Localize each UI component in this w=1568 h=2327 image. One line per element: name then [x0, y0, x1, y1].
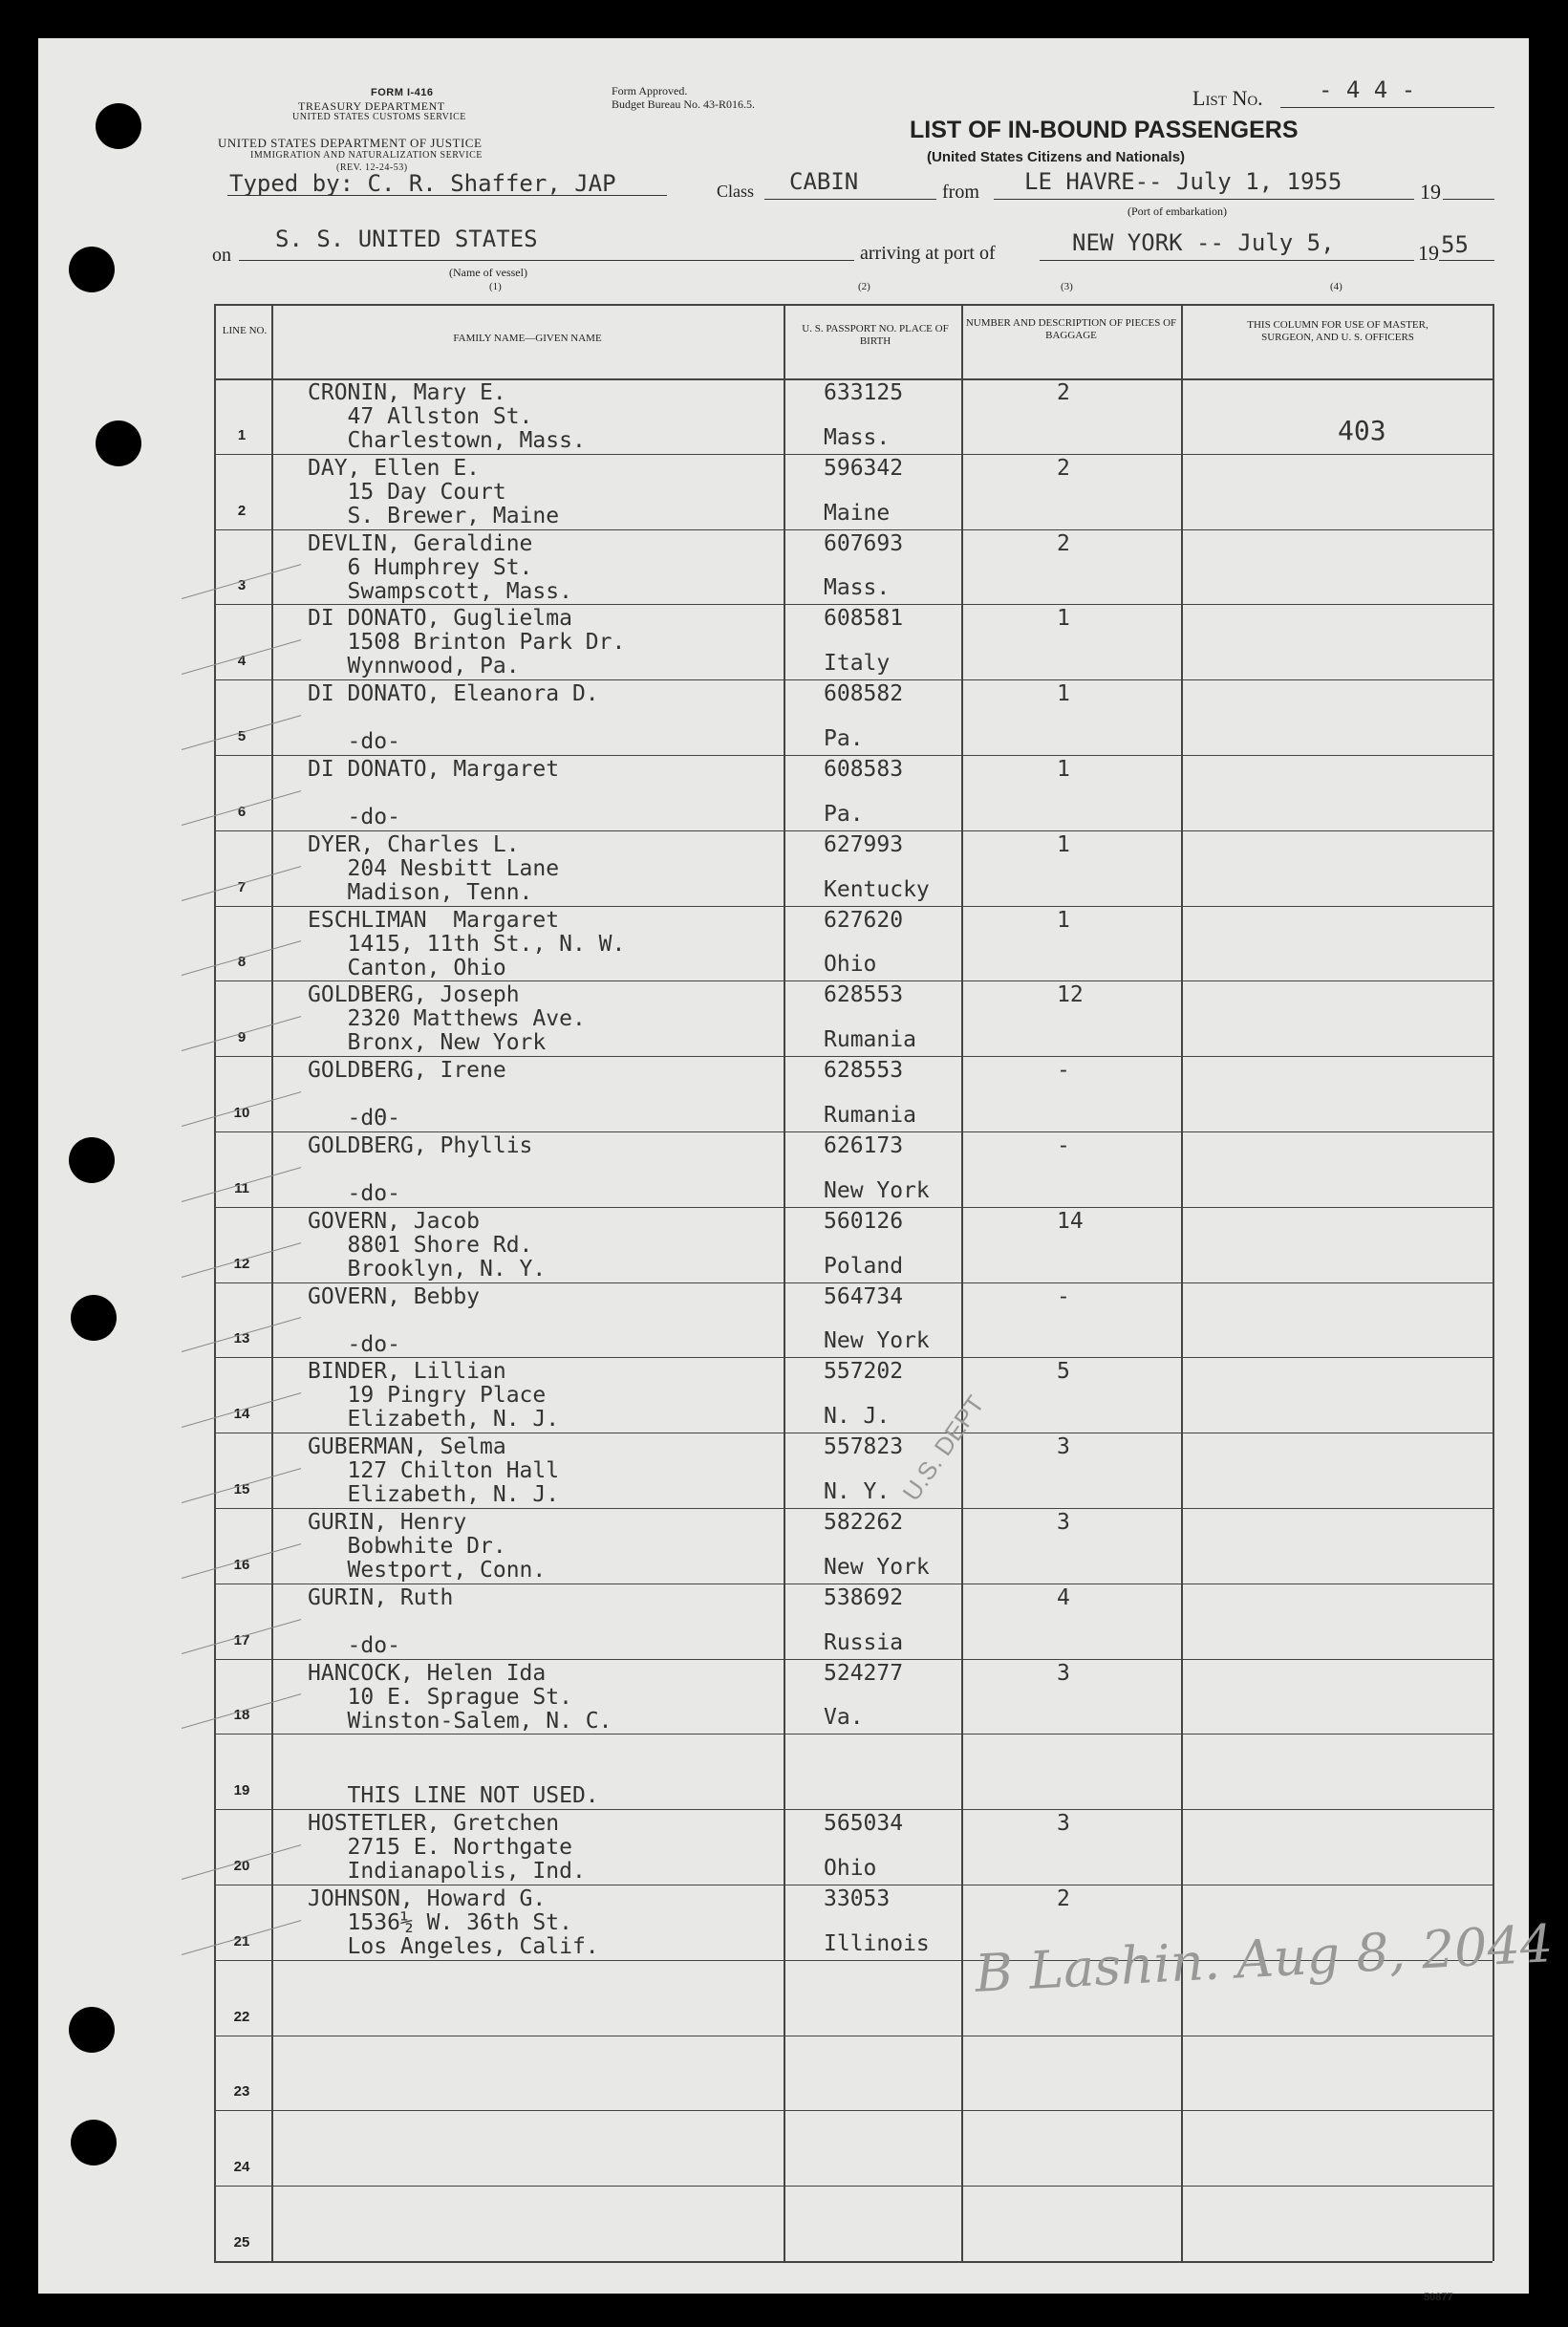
- place-of-birth: Mass.: [824, 575, 891, 601]
- baggage-count: 2: [1057, 455, 1070, 481]
- place-of-birth: Pa.: [824, 801, 864, 827]
- punch-hole: [71, 2120, 117, 2165]
- line-number: 13: [233, 1330, 250, 1347]
- passenger-name-line: 8801 Shore Rd.: [308, 1232, 533, 1258]
- passenger-name-line: Winston-Salem, N. C.: [308, 1708, 612, 1734]
- passenger-name-line: 6 Humphrey St.: [308, 554, 533, 580]
- passenger-name-line: BINDER, Lillian: [308, 1359, 506, 1385]
- baggage-count: 2: [1057, 380, 1070, 405]
- on-label: on: [212, 245, 231, 266]
- col-1-label: (1): [489, 281, 502, 292]
- baggage-count: -: [1057, 1058, 1070, 1084]
- row-divider: [214, 1809, 1493, 1810]
- place-of-birth: N. Y.: [824, 1479, 891, 1504]
- table-bottom-border: [214, 2261, 1493, 2263]
- line-number: 2: [237, 502, 247, 519]
- passenger-name-line: Wynnwood, Pa.: [308, 654, 520, 679]
- passport-number: 596342: [824, 455, 904, 481]
- typed-by: Typed by: C. R. Shaffer, JAP: [229, 170, 616, 197]
- line-number: 11: [234, 1179, 249, 1196]
- row-divider: [214, 906, 1493, 907]
- passport-number: 628553: [824, 1058, 904, 1084]
- passenger-name-line: Brooklyn, N. Y.: [308, 1256, 547, 1282]
- baggage-count: 1: [1057, 757, 1070, 782]
- place-of-birth: Pa.: [824, 726, 864, 751]
- passenger-name-line: -do-: [308, 805, 400, 830]
- place-of-birth: Russia: [824, 1629, 904, 1655]
- table-top-border: [214, 304, 1493, 306]
- punch-hole: [71, 1295, 117, 1341]
- passenger-name-line: 47 Allston St.: [308, 404, 533, 429]
- place-of-birth: Rumania: [824, 1027, 916, 1053]
- treasury-department: TREASURY DEPARTMENT: [298, 99, 445, 113]
- passenger-name-line: 1508 Brinton Park Dr.: [308, 630, 626, 656]
- row-divider: [214, 755, 1493, 756]
- place-of-birth: Kentucky: [824, 876, 930, 902]
- baggage-count: -: [1057, 1133, 1070, 1158]
- passport-number: 560126: [824, 1208, 904, 1234]
- header-line-no: LINE NO.: [222, 325, 268, 336]
- passenger-name-line: DAY, Ellen E.: [308, 455, 481, 481]
- footer-form-number: 50877: [1424, 2292, 1453, 2303]
- passenger-name-line: GURIN, Ruth: [308, 1584, 454, 1610]
- header-passport: U. S. PASSPORT NO. PLACE OF BIRTH: [802, 323, 949, 347]
- passenger-name-line: 2320 Matthews Ave.: [308, 1006, 586, 1032]
- line-number: 18: [233, 1707, 250, 1724]
- line-number: 25: [233, 2234, 250, 2251]
- line-number: 6: [237, 803, 247, 820]
- baggage-count: 1: [1057, 907, 1070, 933]
- baggage-count: 4: [1057, 1584, 1070, 1610]
- passenger-name-line: DI DONATO, Margaret: [308, 757, 560, 782]
- form-approved: Form Approved.: [612, 84, 688, 97]
- row-divider: [214, 529, 1493, 530]
- typed-by-underline: [227, 195, 667, 196]
- passport-number: 627620: [824, 907, 904, 933]
- passenger-name-line: Bobwhite Dr.: [308, 1534, 506, 1559]
- passenger-name-line: JOHNSON, Howard G.: [308, 1886, 547, 1911]
- line-number: 1: [237, 426, 247, 443]
- col-4-label: (4): [1330, 281, 1342, 292]
- class-label: Class: [717, 182, 755, 201]
- line-number: 8: [237, 954, 247, 971]
- passport-number: 524277: [824, 1660, 904, 1686]
- arriving-label: arriving at port of: [860, 243, 996, 264]
- line-number: 22: [233, 2008, 250, 2025]
- passenger-name-line: DEVLIN, Geraldine: [308, 530, 533, 556]
- vessel-caption: (Name of vessel): [449, 266, 527, 279]
- from-label: from: [942, 182, 979, 203]
- table-row: [214, 2186, 1493, 2261]
- passport-number: 608583: [824, 757, 904, 782]
- row-divider: [214, 2186, 1493, 2187]
- row-divider: [214, 1131, 1493, 1132]
- passenger-name-line: Westport, Conn.: [308, 1558, 547, 1583]
- year-prefix-from: 19: [1420, 180, 1441, 204]
- list-no-label: List No.: [1192, 86, 1263, 110]
- page-title: LIST OF IN-BOUND PASSENGERS: [910, 117, 1299, 143]
- arrival-year: 55: [1441, 231, 1469, 258]
- line-number: 3: [237, 577, 247, 594]
- row-divider: [214, 1207, 1493, 1208]
- baggage-count: 14: [1057, 1208, 1084, 1234]
- passenger-name-line: -do-: [308, 1331, 400, 1357]
- passport-number: 627993: [824, 831, 904, 857]
- line-number: 10: [233, 1105, 250, 1121]
- line-number: 17: [233, 1631, 250, 1648]
- passenger-name-line: 1415, 11th St., N. W.: [308, 931, 626, 957]
- col-2-label: (2): [858, 281, 870, 292]
- place-of-birth: N. J.: [824, 1404, 891, 1430]
- handwritten-signature: B Lashin. Aug 8, 2044: [973, 1913, 1555, 2004]
- baggage-count: 1: [1057, 681, 1070, 707]
- budget-bureau: Budget Bureau No. 43-R016.5.: [612, 97, 755, 111]
- officer-note: 403: [1338, 415, 1386, 446]
- passenger-name-line: S. Brewer, Maine: [308, 503, 560, 528]
- vessel-underline: [239, 260, 854, 261]
- baggage-count: 3: [1057, 1434, 1070, 1460]
- place-of-birth: New York: [824, 1554, 930, 1580]
- row-divider: [214, 1282, 1493, 1283]
- passenger-name-line: HANCOCK, Helen Ida: [308, 1660, 547, 1686]
- passenger-name-line: CRONIN, Mary E.: [308, 380, 506, 405]
- passport-number: 628553: [824, 982, 904, 1008]
- line-number: 5: [237, 728, 247, 744]
- passport-number: 608581: [824, 606, 904, 632]
- row-divider: [214, 830, 1493, 831]
- place-of-birth: Maine: [824, 500, 891, 526]
- baggage-count: 1: [1057, 606, 1070, 632]
- passenger-name-line: Swampscott, Mass.: [308, 578, 572, 604]
- place-of-birth: Italy: [824, 651, 891, 677]
- passport-number: 608582: [824, 681, 904, 707]
- row-divider: [214, 1508, 1493, 1509]
- list-number: - 4 4 -: [1319, 76, 1416, 103]
- header-baggage: NUMBER AND DESCRIPTION OF PIECES OF BAGGAGE: [965, 317, 1177, 341]
- passenger-name-line: 10 E. Sprague St.: [308, 1684, 572, 1710]
- passenger-name-line: GURIN, Henry: [308, 1510, 467, 1535]
- customs-service: UNITED STATES CUSTOMS SERVICE: [292, 112, 466, 122]
- year-underline-from: [1443, 199, 1494, 200]
- row-divider: [214, 679, 1493, 680]
- passenger-name-line: -do-: [308, 1632, 400, 1658]
- passport-number: 607693: [824, 530, 904, 556]
- line-number: 7: [237, 878, 247, 895]
- line-number: 20: [233, 1858, 250, 1874]
- punch-hole: [96, 420, 141, 466]
- passenger-name-line: Canton, Ohio: [308, 955, 506, 980]
- passenger-name-line: 19 Pingry Place: [308, 1383, 547, 1409]
- place-of-birth: Illinois: [824, 1930, 930, 1956]
- list-no-underline: [1280, 107, 1494, 108]
- line-number: 4: [237, 653, 247, 670]
- table-row: [214, 2110, 1493, 2186]
- baggage-count: 1: [1057, 831, 1070, 857]
- port-caption: (Port of embarkation): [1128, 205, 1227, 218]
- place-of-birth: Mass.: [824, 424, 891, 450]
- line-number: 19: [233, 1782, 250, 1799]
- passenger-name-line: Elizabeth, N. J.: [308, 1407, 560, 1433]
- passenger-name-line: DI DONATO, Guglielma: [308, 606, 572, 632]
- passenger-name-line: Bronx, New York: [308, 1030, 547, 1056]
- passport-number: 565034: [824, 1811, 904, 1837]
- row-divider: [214, 2110, 1493, 2111]
- passenger-name-line: HOSTETLER, Gretchen: [308, 1811, 560, 1837]
- port-of-embarkation: LE HAVRE-- July 1, 1955: [1024, 168, 1342, 195]
- passenger-name-line: 127 Chilton Hall: [308, 1458, 560, 1484]
- from-underline: [994, 199, 1414, 200]
- year-underline-arrive: [1439, 260, 1494, 261]
- line-number: 16: [233, 1556, 250, 1573]
- passenger-name-line: DYER, Charles L.: [308, 831, 520, 857]
- year-prefix-arrive: 19: [1418, 241, 1439, 265]
- passenger-name-line: Indianapolis, Ind.: [308, 1859, 586, 1885]
- department-stamp: U.S. DEPT: [896, 1390, 990, 1506]
- department-of-justice: UNITED STATES DEPARTMENT OF JUSTICE: [218, 136, 483, 150]
- baggage-count: 3: [1057, 1811, 1070, 1837]
- form-number: FORM I-416: [371, 87, 434, 98]
- header-officers: THIS COLUMN FOR USE OF MASTER, SURGEON, AND U. S. OFFICERS: [1247, 319, 1428, 343]
- passenger-name-line: 15 Day Court: [308, 479, 506, 505]
- row-divider: [214, 1357, 1493, 1358]
- passenger-name-line: Madison, Tenn.: [308, 879, 533, 905]
- place-of-birth: New York: [824, 1177, 930, 1203]
- passport-number: 582262: [824, 1510, 904, 1535]
- baggage-count: 3: [1057, 1510, 1070, 1535]
- place-of-birth: Poland: [824, 1253, 904, 1279]
- punch-hole: [69, 1137, 115, 1183]
- passport-number: 564734: [824, 1283, 904, 1309]
- line-number: 9: [237, 1029, 247, 1046]
- baggage-count: -: [1057, 1283, 1070, 1309]
- passenger-name-line: GUBERMAN, Selma: [308, 1434, 506, 1460]
- passenger-name-line: GOLDBERG, Phyllis: [308, 1133, 533, 1158]
- place-of-birth: New York: [824, 1328, 930, 1354]
- passenger-name-line: GOVERN, Jacob: [308, 1208, 481, 1234]
- table-row: [214, 2036, 1493, 2111]
- baggage-count: 2: [1057, 530, 1070, 556]
- place-of-birth: Ohio: [824, 952, 877, 978]
- passenger-name-line: -dΘ-: [308, 1106, 400, 1131]
- line-number: 24: [233, 2159, 250, 2176]
- row-divider: [214, 1056, 1493, 1057]
- class-underline: [764, 199, 936, 200]
- passport-number: 33053: [824, 1886, 891, 1911]
- row-divider: [214, 604, 1493, 605]
- vessel-name: S. S. UNITED STATES: [275, 226, 538, 252]
- col-3-label: (3): [1061, 281, 1073, 292]
- line-number: 23: [233, 2083, 250, 2101]
- passenger-name-line: GOVERN, Bebby: [308, 1283, 481, 1309]
- punch-hole: [69, 247, 115, 292]
- passenger-name-line: Charlestown, Mass.: [308, 428, 586, 453]
- passport-number: 538692: [824, 1584, 904, 1610]
- passenger-name-line: -do-: [308, 729, 400, 755]
- passenger-name-line: 204 Nesbitt Lane: [308, 855, 560, 881]
- page-subtitle: (United States Citizens and Nationals): [927, 149, 1186, 165]
- header-name: FAMILY NAME—GIVEN NAME: [453, 333, 602, 344]
- passenger-name-line: 2715 E. Northgate: [308, 1835, 572, 1861]
- passenger-name-line: GOLDBERG, Irene: [308, 1058, 506, 1084]
- passenger-name-line: GOLDBERG, Joseph: [308, 982, 520, 1008]
- baggage-count: 5: [1057, 1359, 1070, 1385]
- line-number: 12: [233, 1255, 250, 1272]
- punch-hole: [69, 2007, 115, 2053]
- passenger-name-line: Los Angeles, Calif.: [308, 1934, 599, 1959]
- place-of-birth: Rumania: [824, 1103, 916, 1128]
- baggage-count: 2: [1057, 1886, 1070, 1911]
- passenger-name-line: DI DONATO, Eleanora D.: [308, 681, 599, 707]
- class-value: CABIN: [789, 168, 859, 195]
- row-divider: [214, 980, 1493, 981]
- line-number: 21: [233, 1932, 250, 1950]
- baggage-count: 3: [1057, 1660, 1070, 1686]
- line-number: 15: [233, 1481, 250, 1497]
- passport-number: 557202: [824, 1359, 904, 1385]
- baggage-count: 12: [1057, 982, 1084, 1008]
- passenger-name-line: -do-: [308, 1181, 400, 1206]
- place-of-birth: Va.: [824, 1705, 864, 1731]
- immigration-service: IMMIGRATION AND NATURALIZATION SERVICE: [250, 150, 483, 161]
- arrival-port: NEW YORK -- July 5,: [1072, 229, 1335, 256]
- arriving-underline: [1040, 260, 1414, 261]
- revision-date: (REV. 12-24-53): [336, 162, 408, 173]
- row-divider: [214, 454, 1493, 455]
- passport-number: 557823: [824, 1434, 904, 1460]
- line-number: 14: [233, 1406, 250, 1423]
- passenger-name-line: ESCHLIMAN Margaret: [308, 907, 560, 933]
- punch-hole: [96, 103, 141, 149]
- passenger-name-line: 1536½ W. 36th St.: [308, 1910, 572, 1935]
- passport-number: 626173: [824, 1133, 904, 1158]
- passport-number: 633125: [824, 380, 904, 405]
- passenger-name-line: THIS LINE NOT USED.: [308, 1783, 599, 1809]
- place-of-birth: Ohio: [824, 1856, 877, 1881]
- passenger-name-line: Elizabeth, N. J.: [308, 1482, 560, 1508]
- row-divider: [214, 1659, 1493, 1660]
